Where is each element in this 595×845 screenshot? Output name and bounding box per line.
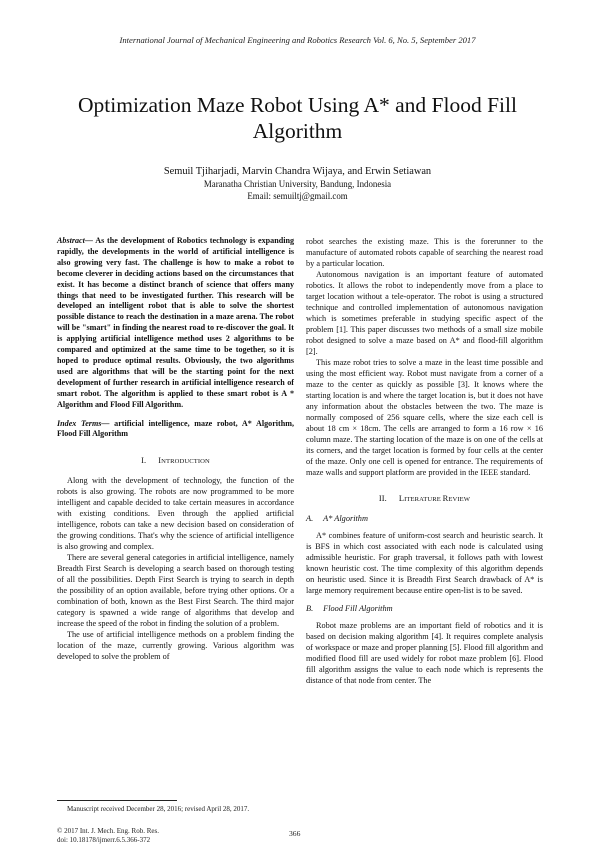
paragraph: There are several general categories in artificial intelligence, namely Breadth First Search is developing a search based on thorough testing of all the possibilities. Depth First Search is trying to search in depth the possibility of an option available, before trying other options. Or a combination of both, known as the Best First Search. The third major category is spawned a wide range of algorithms that develop and increase the speed of the robot in finding the solution of a problem. [57,553,294,629]
paragraph: Autonomous navigation is an important feature of automated robotics. It allows the robot to independently move from a place to target location without a tele-operator. The robot is using a structured technique and controlled implementation of autonomous navigation which is sometimes preferable in studying specific aspect of the problem [1]. This paper discusses two methods of a small size mobile robot designed to solve a maze based on A* and flood-fill algorithm [2]. [306,270,543,356]
index-terms-label: Index Terms— [57,418,110,428]
paragraph: This maze robot tries to solve a maze in the least time possible and using the most efficient way. Robot must navigate from a corner of a maze to the center as quickly as possible [3]. It knows where the starting location is and where the target location is, but it does not have any information about the obstacles between the two. The maze is normally composed of 256 square cells, where the size each cell is about 18 cm × 18cm. The cells are arranged to form a 16 row × 16 column maze. The starting location of the maze is on one of the cells at its corners, and the target location is formed by four cells at the center of the maze. Only one cell is opened for entrance. The requirements of maze walls and support platform are provided in the IEEE standard. [306,358,543,477]
footnote-divider [57,800,177,801]
doi-line: doi: 10.18178/ijmerr.6.5.366-372 [57,836,151,844]
abstract [57,236,294,411]
paragraph: Robot maze problems are an important field of robotics and it is based on decision making algorithm [4]. It requires complete analysis of workspace or maze and proper planning [5]. Flood fill algorithm and modified flood fill are used widely for robot maze problem [6]. Flood fill algorithm assigns the value to each node which is represents the distance of that node from center. The [306,621,543,685]
journal-header: International Journal of Mechanical Engineering and Robotics Research Vol. 6, No. 5, September 2017 [119,35,476,45]
paper-title: Optimization Maze Robot Using A* and Flood Fill Algorithm [78,93,517,143]
index-terms [57,419,294,441]
paragraph: A* combines feature of uniform-cost search and heuristic search. It is BFS in which cost associated with each node is calculated using admissible heuristic. For graph traversal, it follows path with lowest known heuristic cost. The time complexity of this algorithm depends on heuristic used. Since it is Breadth First Search drawback of A* is large memory requirement because entire open-list is to be saved. [306,531,543,595]
author-list: Semuil Tjiharjadi, Marvin Chandra Wijaya, and Erwin Setiawan [163,166,432,177]
abstract-label: Abstract— [57,236,93,245]
copyright-line: © 2017 Int. J. Mech. Eng. Rob. Res. [57,827,159,835]
subsection-heading-flood-fill: B. Flood Fill Algorithm [306,604,393,613]
page-number: 366 [289,829,301,838]
right-column [306,236,543,686]
left-column [57,236,294,662]
section-heading-literature-review: II. LITERATURE REVIEW [378,494,471,503]
affiliation: Maranatha Christian University, Bandung, Indonesia [203,179,392,189]
subsection-heading-astar: A. A* Algorithm [306,514,368,523]
footnote: Manuscript received December 28, 2016; revised April 28, 2017. [67,805,250,813]
paragraph: Along with the development of technology, the function of the robots is also growing. The robots are now programmed to be more intelligent and capable decided to take certain measures in accordance with existing conditions. Even through the applied artificial intelligence, robots can take a new decision based on consideration of the growing conditions. That's why the science of artificial intelligence is also growing and complex. [57,476,294,552]
section-heading-introduction: I. INTRODUCTION [141,456,210,466]
paragraph: The use of artificial intelligence methods on a problem finding the location of the maze, currently growing. Various algorithm was developed to solve the problem of [57,630,294,662]
author-email: Email: semuiltj@gmail.com [247,191,348,201]
index-terms-text: artificial intelligence, maze robot, A* Algorithm, Flood Fill Algorithm [57,418,294,439]
paragraph: robot searches the existing maze. This is the forerunner to the manufacture of automated robots capable of searching the nearest road by a particular location. [306,237,543,268]
footer-citation [57,827,159,845]
abstract-text: As the development of Robotics technology is expanding rapidly, the developments in the world of artificial intelligence is also growing very fast. The challenge is how to make a robot to become cleverer in deciding actions based on the circumstances that exist. It has become a distinct branch of science that offers many things that need to be investigated further. This research will be developed an intelligent robot that is able to solve the shortest possible distance to reach the destination in a maze arena. The robot will be "smart" in finding the nearest road to re-discover the goal. It is applying artificial intelligence method uses 2 algorithms to be compared and optimized at the same time to be together, so it is hoped to produce optimal results. Obviously, the two algorithms used are algorithms that will be the starting point for the next development of further research in artificial intelligence research of smart robot. The algorithm is applied to these smart robot is A * Algorithm and Flood Fill Algorithm. [57,236,294,409]
